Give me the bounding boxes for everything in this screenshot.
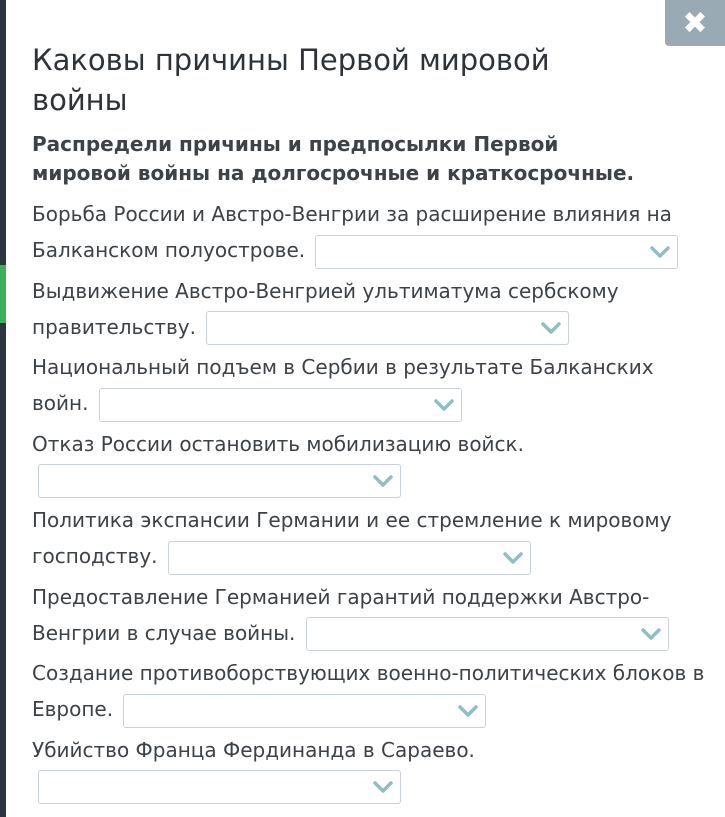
chevron-down-icon bbox=[372, 474, 394, 488]
chevron-down-icon bbox=[502, 551, 524, 565]
question-item-2 bbox=[32, 273, 712, 346]
question-item-8 bbox=[32, 732, 712, 805]
question-item-6 bbox=[32, 579, 712, 652]
question-text: Борьба России и Австро-Венгрии за расширение влияния на Балканском полуострове. bbox=[32, 202, 672, 262]
question-item-4 bbox=[32, 426, 712, 499]
left-sidebar-strip bbox=[0, 0, 6, 817]
question-text: Убийство Франца Фердинанда в Сараево. bbox=[32, 737, 475, 762]
question-text: Предоставление Германией гарантий поддержки Австро-Венгрии в случае войны. bbox=[32, 584, 650, 645]
chevron-down-icon bbox=[457, 704, 479, 718]
question-item-7 bbox=[32, 655, 712, 728]
question-text: Политика экспансии Германии и ее стремление к мировому господству. bbox=[32, 508, 672, 568]
chevron-down-icon bbox=[640, 627, 662, 641]
chevron-down-icon bbox=[540, 321, 562, 335]
answer-dropdown[interactable] bbox=[315, 235, 678, 269]
sidebar-active-indicator bbox=[0, 265, 6, 323]
chevron-down-icon bbox=[433, 398, 455, 412]
answer-dropdown[interactable] bbox=[306, 617, 669, 651]
question-text: Отказ России остановить мобилизацию войск. bbox=[32, 431, 524, 456]
question-item-5 bbox=[32, 502, 712, 575]
close-icon: ✖ bbox=[682, 5, 708, 41]
chevron-down-icon bbox=[649, 245, 671, 259]
answer-dropdown[interactable] bbox=[206, 311, 569, 345]
question-text: Национальный подъем в Сербии в результате Балканских войн. bbox=[32, 355, 654, 415]
close-button[interactable] bbox=[665, 0, 725, 46]
instructions-text: Распредели причины и предпосылки Первой мировой войны на долгосрочные и краткосрочные. bbox=[32, 132, 635, 185]
answer-dropdown[interactable] bbox=[168, 541, 531, 575]
question-text: Создание противоборствующих военно-политических блоков в Европе. bbox=[32, 661, 705, 721]
question-item-3 bbox=[32, 349, 712, 422]
answer-dropdown[interactable] bbox=[38, 464, 401, 498]
question-item-1 bbox=[32, 196, 712, 269]
chevron-down-icon bbox=[372, 780, 394, 794]
dialog-title: Каковы причины Первой мировой войны bbox=[32, 43, 550, 117]
answer-dropdown[interactable] bbox=[123, 694, 486, 728]
answer-dropdown[interactable] bbox=[99, 388, 462, 422]
question-text: Выдвижение Австро-Венгрией ультиматума сербскому правительству. bbox=[32, 278, 619, 339]
question-content bbox=[32, 130, 712, 808]
answer-dropdown[interactable] bbox=[38, 770, 401, 804]
